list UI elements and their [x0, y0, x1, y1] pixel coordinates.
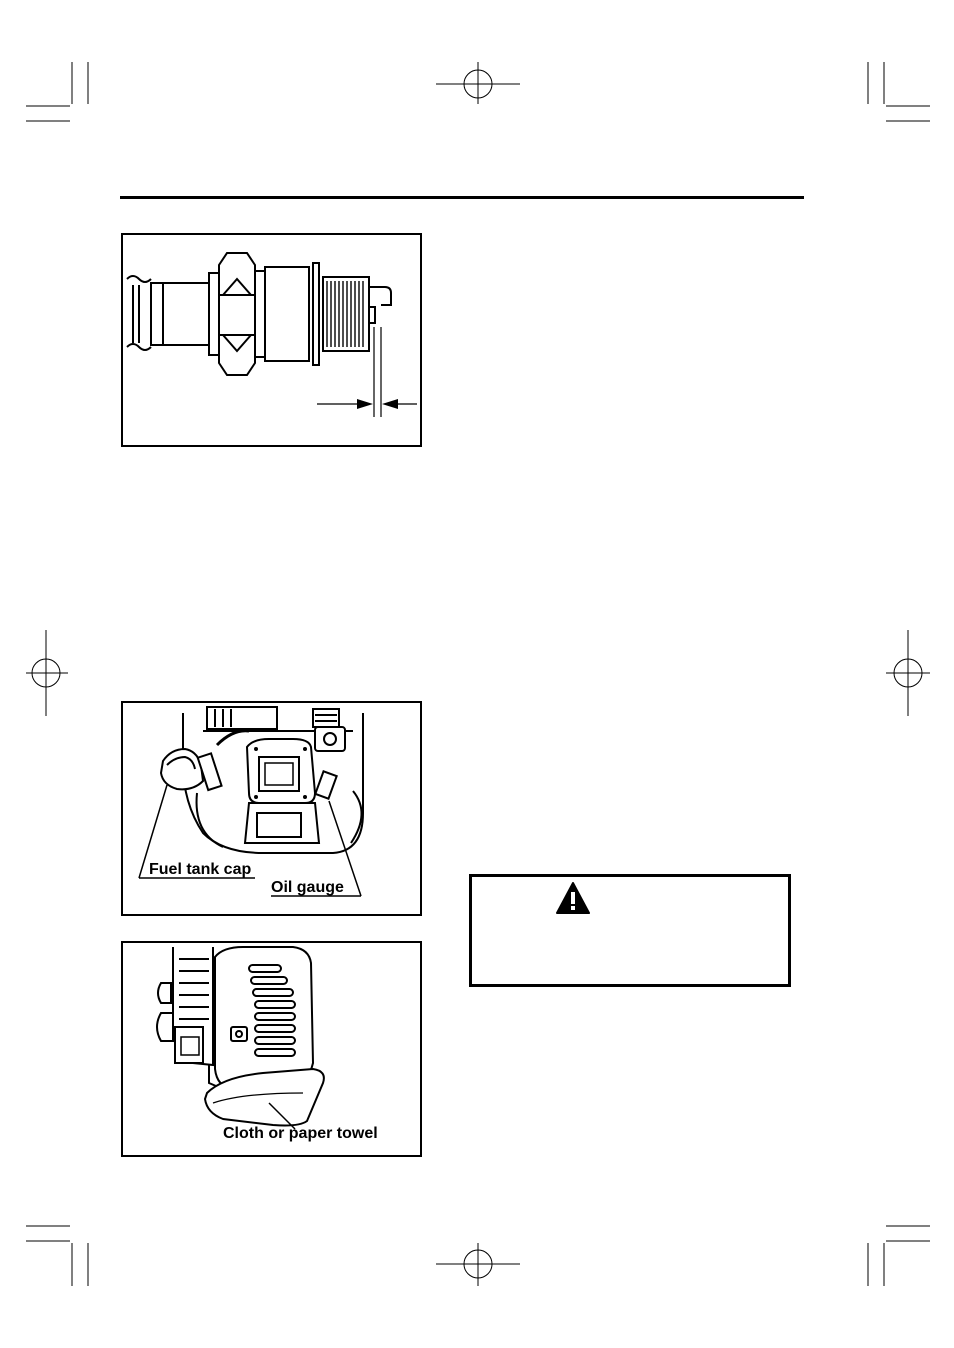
engine-side-illustration: [123, 943, 420, 1155]
towel-figure: [121, 941, 422, 1157]
warning-box: [469, 874, 791, 987]
warning-triangle-icon: [555, 881, 591, 915]
spark-plug-figure: [121, 233, 422, 447]
fuel-tank-cap-label: Fuel tank cap: [149, 861, 252, 878]
cloth-or-paper-towel-label: Cloth or paper towel: [223, 1125, 378, 1142]
oil-gauge-label: Oil gauge: [271, 879, 344, 896]
spark-plug-illustration: [123, 235, 420, 445]
header-rule: [120, 196, 804, 199]
fuel-oil-figure: [121, 701, 422, 916]
